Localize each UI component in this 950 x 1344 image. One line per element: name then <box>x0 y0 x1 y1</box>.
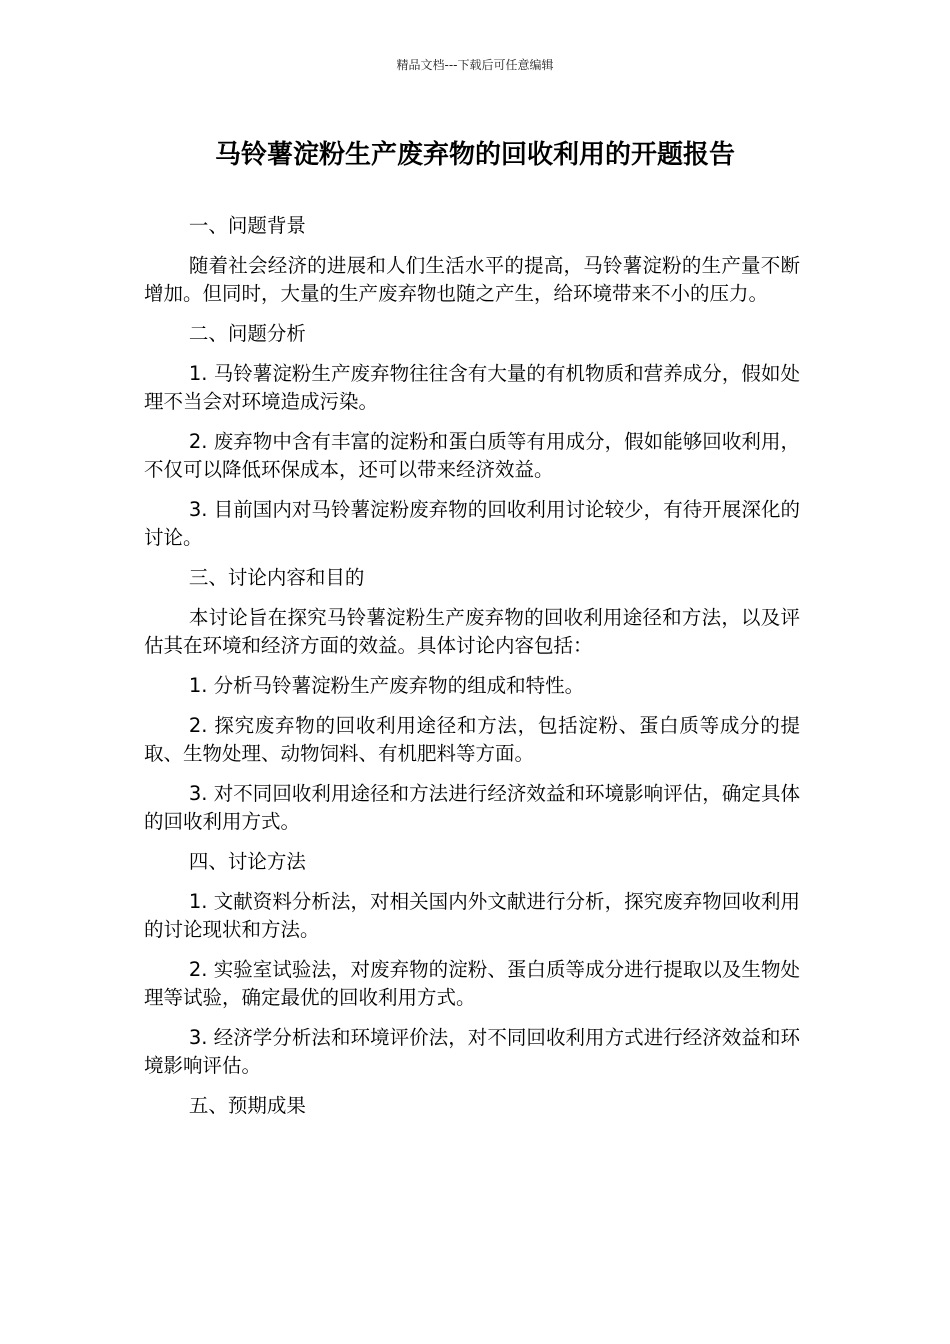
paragraph-content-2: 2. 探究废弃物的回收利用途径和方法，包括淀粉、蛋白质等成分的提取、生物处理、动物饲料、有机肥料等方面。 <box>144 714 800 765</box>
paragraph-analysis-3: 3. 目前国内对马铃薯淀粉废弃物的回收利用讨论较少，有待开展深化的讨论。 <box>144 498 800 549</box>
section-heading-background: 一、问题背景 <box>188 214 306 237</box>
section-heading-expected-results: 五、预期成果 <box>188 1094 306 1117</box>
paragraph-content-intro: 本讨论旨在探究马铃薯淀粉生产废弃物的回收利用途径和方法，以及评估其在环境和经济方面的效益。具体讨论内容包括： <box>144 606 800 657</box>
paragraph-methods-2: 2. 实验室试验法，对废弃物的淀粉、蛋白质等成分进行提取以及生物处理等试验，确定最优的回收利用方式。 <box>144 958 800 1009</box>
document-title: 马铃薯淀粉生产废弃物的回收利用的开题报告 <box>214 140 735 170</box>
header-note: 精品文档---下载后可任意编辑 <box>396 58 554 72</box>
paragraph-content-1: 1. 分析马铃薯淀粉生产废弃物的组成和特性。 <box>188 674 585 697</box>
paragraph-methods-3: 3. 经济学分析法和环境评价法，对不同回收利用方式进行经济效益和环境影响评估。 <box>144 1026 800 1077</box>
section-heading-methods: 四、讨论方法 <box>188 850 306 873</box>
paragraph-background: 随着社会经济的进展和人们生活水平的提高，马铃薯淀粉的生产量不断增加。但同时，大量的生产废弃物也随之产生，给环境带来不小的压力。 <box>144 254 800 305</box>
section-heading-analysis: 二、问题分析 <box>188 322 306 345</box>
document-body <box>144 212 800 1132</box>
paragraph-analysis-2: 2. 废弃物中含有丰富的淀粉和蛋白质等有用成分，假如能够回收利用，不仅可以降低环保成本，还可以带来经济效益。 <box>144 430 800 481</box>
paragraph-analysis-1: 1. 马铃薯淀粉生产废弃物往往含有大量的有机物质和营养成分，假如处理不当会对环境造成污染。 <box>144 362 800 413</box>
section-heading-content-goals: 三、讨论内容和目的 <box>188 566 365 589</box>
paragraph-methods-1: 1. 文献资料分析法，对相关国内外文献进行分析，探究废弃物回收利用的讨论现状和方法。 <box>144 890 800 941</box>
paragraph-content-3: 3. 对不同回收利用途径和方法进行经济效益和环境影响评估，确定具体的回收利用方式。 <box>144 782 800 833</box>
